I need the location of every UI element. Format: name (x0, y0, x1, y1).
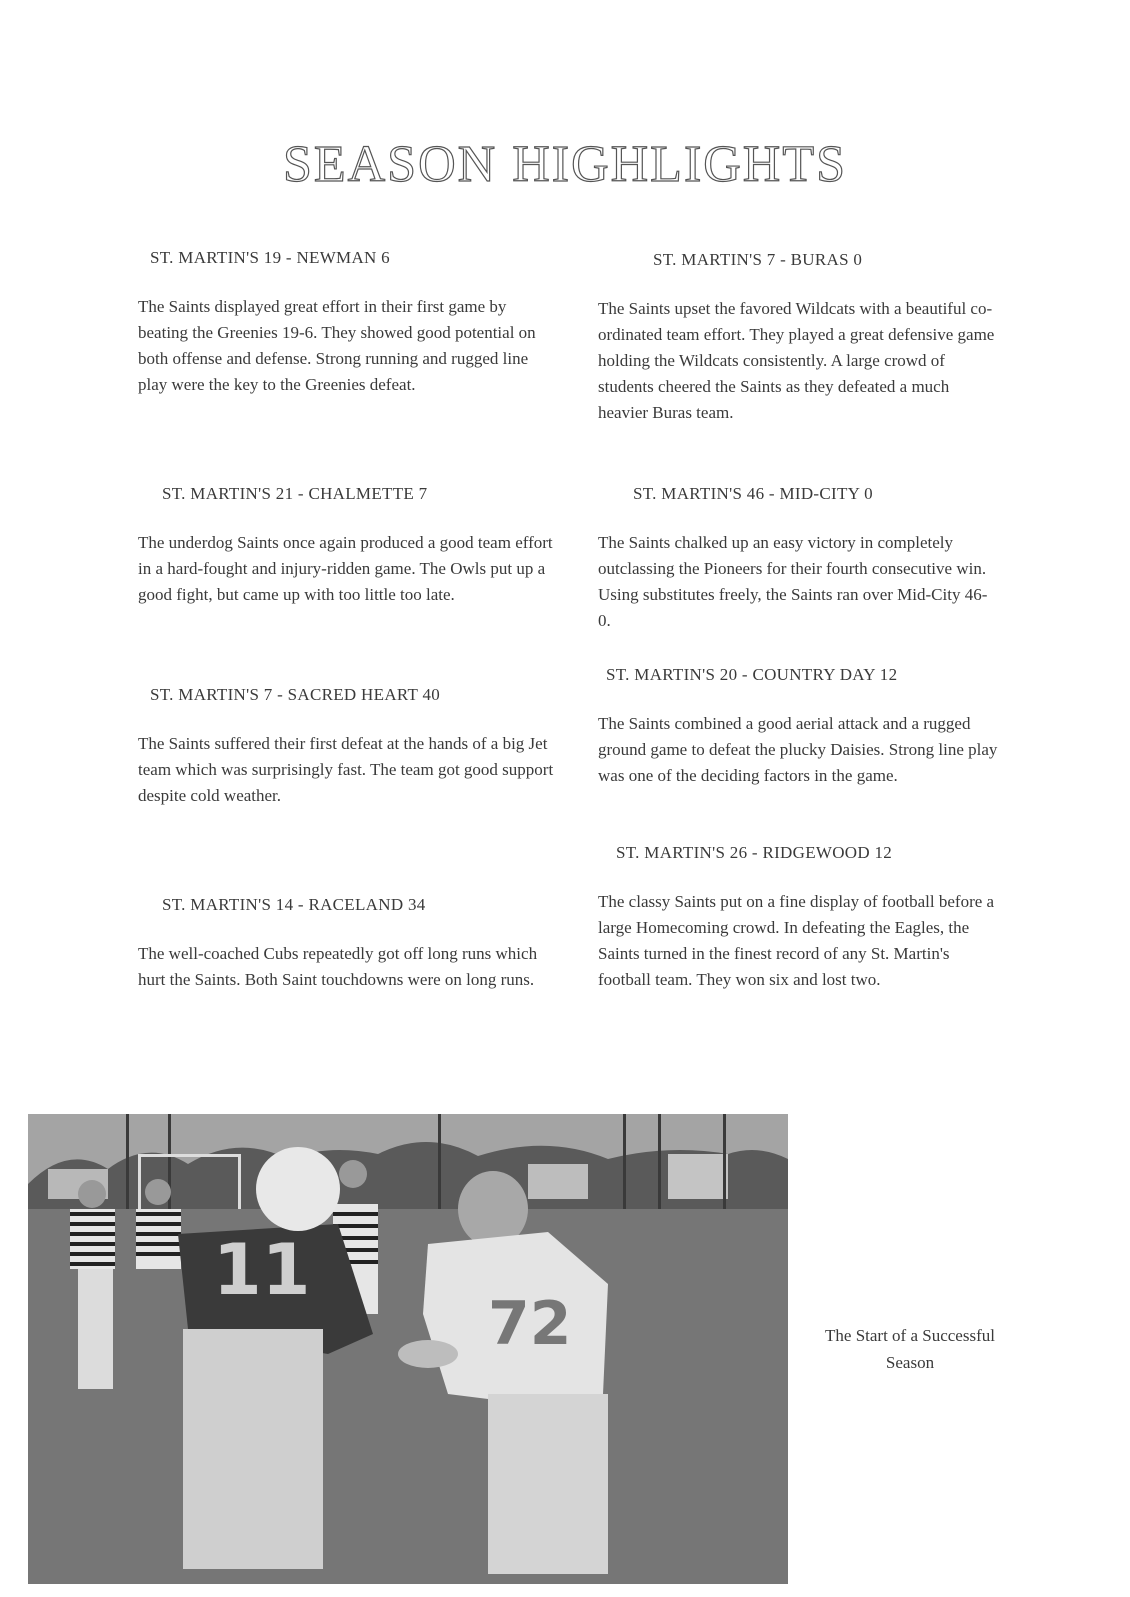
game-heading: ST. MARTIN'S 20 - COUNTRY DAY 12 (606, 665, 898, 684)
game-sacred-heart (138, 685, 558, 809)
game-summary: The Saints chalked up an easy victory in completely outclassing the Pioneers for their fourth consecutive win. Using substitutes freely, the Saints ran over Mid-City 46-0. (598, 533, 988, 630)
game-summary: The classy Saints put on a fine display of football before a large Homecoming crowd. In defeating the Eagles, the Saints turned in the finest record of any St. Martin's football team. They won six and lost two. (598, 892, 995, 989)
photo-caption: The Start of a Successful Season (825, 1326, 995, 1372)
game-mid-city (598, 484, 998, 634)
game-heading: ST. MARTIN'S 46 - MID-CITY 0 (633, 484, 873, 503)
game-heading: ST. MARTIN'S 26 - RIDGEWOOD 12 (616, 843, 893, 862)
game-ridgewood (598, 843, 998, 993)
photo-illustration (28, 1114, 788, 1584)
game-summary: The Saints suffered their first defeat at the hands of a big Jet team which was surprisingly fast. The team got good support despite cold weather. (138, 734, 554, 805)
game-heading: ST. MARTIN'S 21 - CHALMETTE 7 (162, 484, 428, 503)
team-photo (28, 1114, 788, 1584)
game-summary: The underdog Saints once again produced a good team effort in a hard-fought and injury-ridden game. The Owls put up a good fight, but came up with too little too late. (138, 533, 553, 604)
game-heading: ST. MARTIN'S 7 - SACRED HEART 40 (150, 685, 441, 704)
game-buras (598, 250, 998, 426)
game-country-day (598, 665, 998, 789)
game-raceland (138, 895, 558, 993)
game-newman (138, 248, 558, 398)
page-title: SEASON HIGHLIGHTS (282, 135, 848, 193)
game-chalmette (138, 484, 558, 608)
game-summary: The Saints upset the favored Wildcats with a beautiful co-ordinated team effort. They played a great defensive game holding the Wildcats consistently. A large crowd of students cheered the Saints as they defeated a much heavier Buras team. (598, 299, 995, 422)
game-summary: The well-coached Cubs repeatedly got off long runs which hurt the Saints. Both Saint touchdowns were on long runs. (138, 944, 538, 989)
jersey-number-72: 72 (488, 1289, 572, 1359)
game-heading: ST. MARTIN'S 14 - RACELAND 34 (162, 895, 426, 914)
game-summary: The Saints combined a good aerial attack and a rugged ground game to defeat the plucky Daisies. Strong line play was one of the deciding factors in the game. (598, 714, 998, 785)
jersey-number-11: 11 (213, 1229, 311, 1311)
game-summary: The Saints displayed great effort in their first game by beating the Greenies 19-6. They showed good potential on both offense and defense. Strong running and rugged line play were the key to the Greenies defeat. (138, 297, 536, 394)
game-heading: ST. MARTIN'S 19 - NEWMAN 6 (150, 248, 390, 267)
game-heading: ST. MARTIN'S 7 - BURAS 0 (653, 250, 863, 269)
